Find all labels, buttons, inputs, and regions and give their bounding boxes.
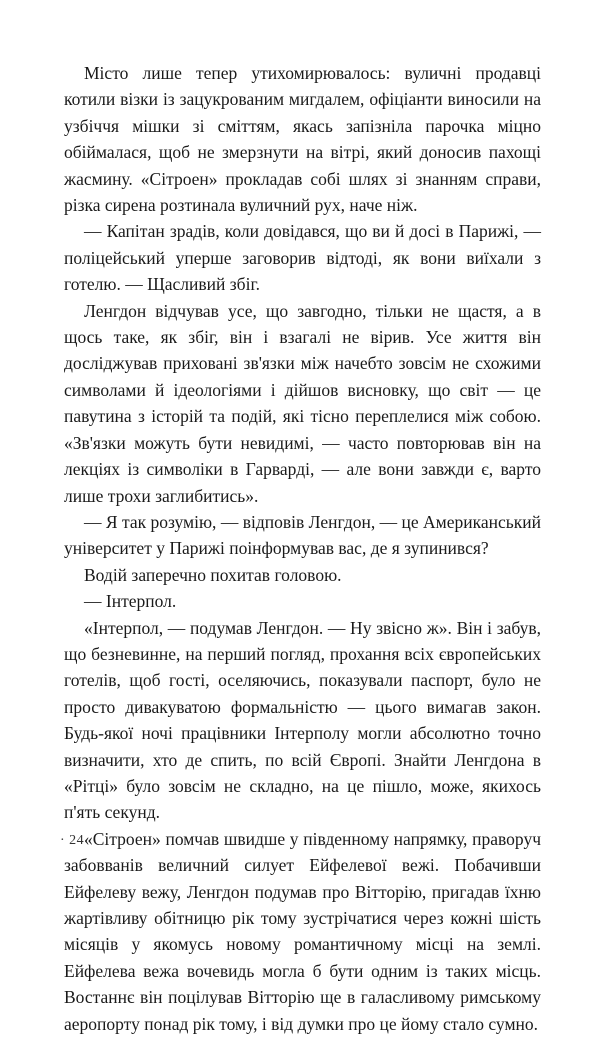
paragraph-driver-shakes-head: Водій заперечно похитав головою. xyxy=(84,564,342,585)
paragraph-langdon-connections: Ленгдон відчував усе, що завгодно, тільки не щастя, а в щось таке, як збіг, він і взагалі не вірив. Усе життя він досліджував приховані зв'язки між начебто зовсім не схожими символами й ідеологіями і дійшов висновку, що світ — це павутина з історій та подій, які тісно переплелися між собою. «Зв'язки можуть бути невидимі, — часто повторював він на лекціях із символіки в Гарварді, — але вони завжди є, варто лише трохи заглибитись». xyxy=(64,300,541,506)
paragraph-langdon-question: — Я так розумію, — відповів Ленгдон, — це Американський університет у Парижі поінформував вас, де я зупинився? xyxy=(64,511,541,559)
paragraph-city-calming: Місто лише тепер утихомирювалось: вуличні продавці котили візки із зацукрованим мигдалем, офіціанти виносили на узбіччя мішки зі сміттям, якась запізніла парочка міцно обіймалася, щоб не змерзнути на вітрі, який доносив пахощі жасмину. «Сітроен» прокладав собі шлях зі знанням справи, різка сирена розтинала вуличний рух, наче ніж. xyxy=(64,63,541,216)
page-number: · 24 xyxy=(60,833,85,848)
paragraph-eiffel-tower: «Сітроен» помчав швидше у південному напрямку, праворуч забовванів величний силует Ейфелевої вежі. Побачивши Ейфелеву вежу, Ленгдон подумав про Вітторію, пригадав їхню жартівливу обітницю рік тому зустрічатися через кожні шість місяців у якомусь новому романтичному місці на землі. Ейфелева вежа вочевидь могла б бути одним із таких місць. Востаннє він поцілував Вітторію ще в галасливому римському аеропорту понад рік тому, і від думки про це йому стало сумно. xyxy=(64,828,541,1034)
paragraph-interpol: — Інтерпол. xyxy=(84,591,177,612)
paragraph-captain-pleased: — Капітан зрадів, коли довідався, що ви й досі в Парижі, — поліцейський уперше заговорив відтоді, як вони виїхали з готелю. — Щасливий збіг. xyxy=(64,221,541,295)
paragraph-interpol-thought: «Інтерпол, — подумав Ленгдон. — Ну звісно ж». Він і забув, що безневинне, на перший погляд, прохання всіх європейських готелів, щоб гості, оселяючись, показували паспорт, було не просто дивакуватою формальністю — цього вимагав закон. Будь-якої ночі працівники Інтерполу могли абсолютно точно визначити, хто де спить, по всій Європі. Знайти Ленгдона в «Рітці» було зовсім не складно, на це пішло, може, якихось п'ять секунд. xyxy=(64,617,541,823)
book-page-body xyxy=(64,60,541,1037)
